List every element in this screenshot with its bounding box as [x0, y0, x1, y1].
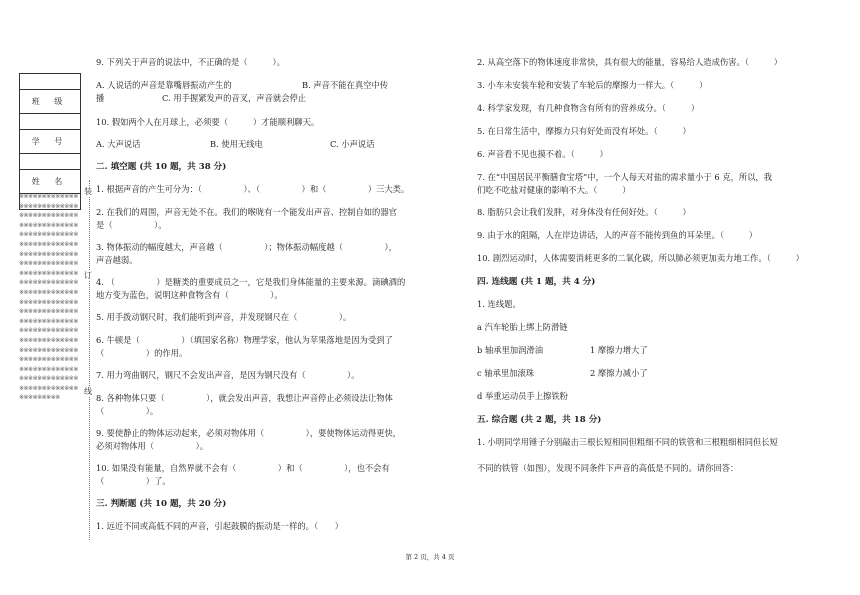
judge-2: 2. 从高空落下的物体速度非常快，具有很大的能量，容易给人造成伤害。（ ）	[477, 57, 783, 67]
judge-8: 8. 脂肪只会让我们发胖，对身体没有任何好处。（ ）	[477, 207, 691, 217]
judge-1: 1. 远近不同或高低不同的声音，引起鼓膜的振动是一样的。（ ）	[96, 521, 344, 531]
fill-9-line-1: 9. 要使静止的物体运动起来，必须对物体用（ ），要使物体运动得更快，	[96, 428, 402, 438]
question-10-option-a: A. 大声说话	[96, 139, 141, 149]
section-comprehensive-title: 五. 综合题 (共 2 题，共 18 分)	[477, 415, 602, 425]
judge-5: 5. 在日常生活中，摩擦力只有好处而没有坏处。（ ）	[477, 126, 691, 136]
binding-text-zhuang: 装	[84, 187, 92, 196]
matching-item-a: a 汽车轮胎上绑上防滑链	[477, 322, 568, 332]
fill-3-line-2: 声音越弱。	[96, 255, 138, 265]
judge-9: 9. 由于水的阻隔，人在岸边讲话，人的声音不能传到鱼的耳朵里。（ ）	[477, 230, 758, 240]
fill-6-line-1: 6. 牛顿是（ ）（填国家名称）物理学家，他认为苹果落地是因为受到了	[96, 335, 393, 345]
fill-2-line-2: 是（ ）。	[96, 220, 167, 230]
page-footer: 第 2 页，共 4 页	[405, 553, 455, 561]
fill-3-line-1: 3. 物体振动的幅度越大，声音越（ ）；物体振动幅度越（ ），	[96, 242, 397, 252]
binding-text-xian: 线	[84, 387, 92, 396]
judge-3: 3. 小车未安装车轮和安装了车轮后的摩擦力一样大。（ ）	[477, 80, 708, 90]
comprehensive-1-line-2: 不同的铁管（如图），发现不同条件下声音的高低是不同的。请你回答：	[477, 463, 739, 473]
section-matching-title: 四. 连线题 (共 1 题，共 4 分)	[477, 277, 596, 287]
matching-target-2: 2 摩擦力减小了	[590, 368, 648, 378]
judge-7-line-2: 们吃不吃盐对健康的影响不大。（ ）	[477, 185, 631, 195]
judge-4: 4. 科学家发现，有几种食物含有所有的营养成分。（ ）	[477, 103, 700, 113]
student-number-label: 学 号	[20, 130, 80, 154]
matching-item-d: d 举重运动员手上擦铁粉	[477, 391, 568, 401]
student-info-table	[19, 73, 81, 210]
class-label: 班 级	[20, 90, 80, 114]
section-fill-in-title: 二. 填空题 (共 10 题，共 38 分)	[96, 162, 227, 172]
fill-10-line-2: （ ）了。	[96, 476, 171, 486]
info-row-blank	[20, 154, 80, 170]
fill-8-line-1: 8. 各种物体只要（ ），就会发出声音，我想让声音停止必须设法让物体	[96, 393, 393, 403]
fill-4-line-1: 4. （ ）是糖类的重要成员之一，它是我们身体能量的主要来源。滴碘酒的	[96, 277, 406, 287]
question-10: 10. 假如两个人在月球上，必须要（ ）才能顺利聊天。	[96, 117, 320, 127]
info-row-blank	[20, 74, 80, 90]
matching-item-b: b 轴承里加润滑油	[477, 345, 544, 355]
margin-pattern: ※※※※※※※※※※※※※※※※※※※※※※※※※※※※※※※※※※※※※※※※※※※※※※※※※※※※※※※※※※※※※※※※※※※※※※※※※※※※※※※※※※※※※※※※※※※※※※※※※※※※※※※※※※※※※※※※※※※※※※※※※※※※※※※※※※※※※※※※※※※※※※※※※※※※※※※※※※※※※※※※※※※※※※※※※※※※※※※※※※※※※※※※※※※※※※※※※※※※※※※※※※※※※※※※※※※※※※※※※※※※※※※※※※※※※※※※※※※※※※※※※※※※※※※※※※※※※※※※※※※※※※※※※※※※※※※※※※※※※※※※※※	[19, 193, 78, 402]
question-9-option-b-cont: 播	[96, 93, 105, 103]
name-label: 姓 名	[20, 170, 80, 194]
judge-10: 10. 剧烈运动时，人体需要消耗更多的二氧化碳，所以肺必须更加卖力地工作。（ ）	[477, 253, 804, 263]
fill-6-line-2: （ ）的作用。	[96, 348, 188, 358]
question-9: 9. 下列关于声音的说法中，不正确的是（ ）。	[96, 57, 285, 67]
fill-9-line-2: 必须对物体用（ ）。	[96, 441, 209, 451]
fill-2-line-1: 2. 在我们的周围，声音无处不在。我们的喉咙有一个能发出声音、控制自如的器官	[96, 207, 397, 217]
info-row-blank	[20, 114, 80, 130]
section-judge-title: 三. 判断题 (共 10 题，共 20 分)	[96, 499, 227, 509]
question-9-option-c: C. 用手握紧发声的音叉，声音就会停止	[162, 93, 307, 103]
fill-10-line-1: 10. 如果没有能量，自然界就不会有（ ）和（ ），也不会有	[96, 463, 390, 473]
question-9-option-a: A. 人说话的声音是靠嘴唇振动产生的	[96, 80, 232, 90]
fill-7: 7. 用力弯曲钢尺，钢尺不会发出声音，是因为钢尺没有（ ）。	[96, 370, 360, 380]
fill-5: 5. 用手拨动钢尺时，我们能听到声音，并发现钢尺在（ ）。	[96, 312, 352, 322]
judge-7-line-1: 7. 在“中国居民平衡膳食宝塔”中，一个人每天对盐的需求量小于 6 克，所以，我	[477, 172, 773, 182]
question-10-option-b: B. 使用无线电	[210, 139, 263, 149]
matching-target-1: 1 摩擦力增大了	[590, 345, 648, 355]
binding-text-ding: 订	[84, 271, 92, 280]
matching-item-c: c 轴承里加滚珠	[477, 368, 535, 378]
fill-4-line-2: 地方变为蓝色，说明这种食物含有（ ）。	[96, 290, 283, 300]
judge-6: 6. 声音看不见也摸不着。（ ）	[477, 149, 608, 159]
question-9-option-b: B. 声音不能在真空中传	[302, 80, 389, 90]
comprehensive-1-line-1: 1. 小明同学用锤子分别敲击三根长短相同但粗细不同的铁管和三根粗细相同但长短	[477, 437, 778, 447]
fill-1: 1. 根据声音的产生可分为：（ ）、（ ）和（ ）三大类。	[96, 184, 410, 194]
fill-8-line-2: （ ）。	[96, 406, 159, 416]
binding-line	[89, 180, 90, 540]
question-10-option-c: C. 小声说话	[330, 139, 375, 149]
matching-1: 1. 连线题。	[477, 299, 521, 309]
